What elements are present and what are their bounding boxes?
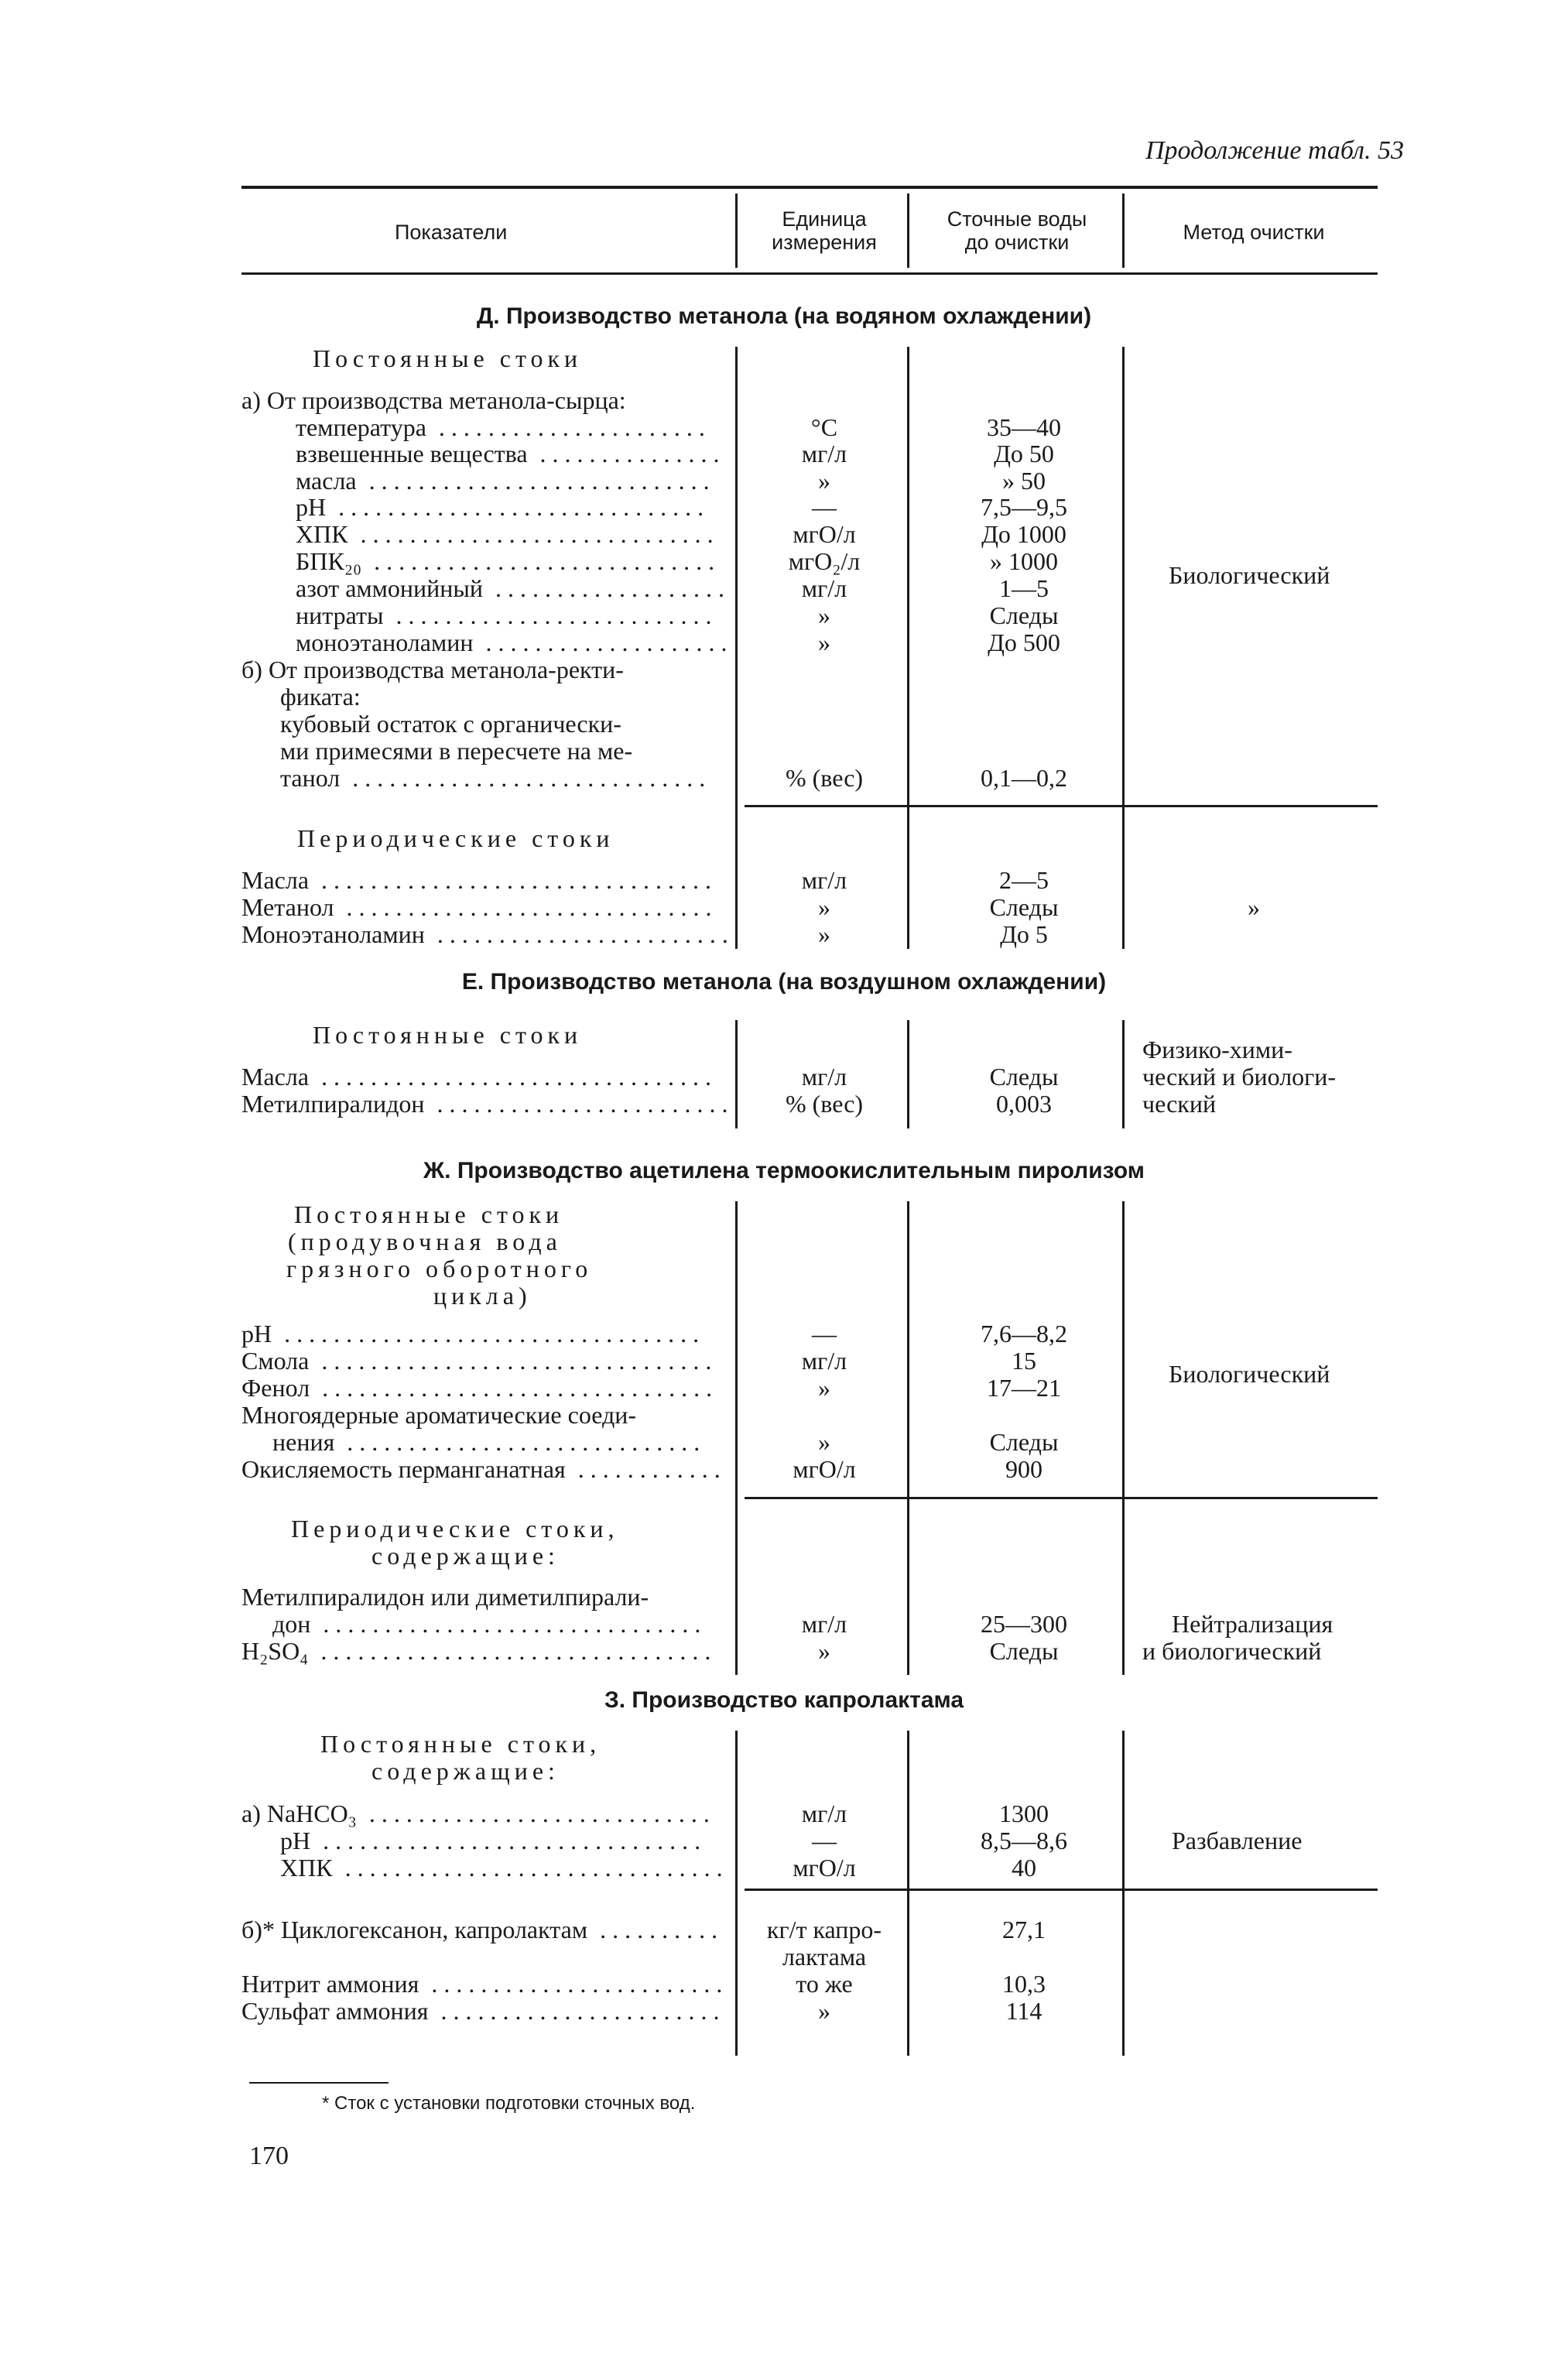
- value-cell: Следы: [989, 601, 1059, 629]
- col-divider: [1122, 1201, 1125, 1675]
- method-cell: Физико-хими-: [1142, 1036, 1292, 1063]
- continuation-caption: Продолжение табл. 53: [1145, 136, 1404, 165]
- unit-cell: мг/л: [801, 1347, 847, 1375]
- row-label: б)* Циклогексанон, капролактам ..........: [241, 1916, 724, 1943]
- leader-dots: ..........................: [383, 601, 718, 629]
- col-header-method: Метод очистки: [1183, 221, 1325, 244]
- group-rule: [745, 1889, 1378, 1891]
- leader-dots: ............................: [356, 1800, 716, 1827]
- unit-cell: % (вес): [785, 1090, 864, 1118]
- unit-cell: мг/л: [801, 1800, 847, 1827]
- subheading: Постоянные стоки,: [320, 1730, 601, 1758]
- col-header-before: Сточные воды до очистки: [947, 207, 1087, 254]
- method-cell: Биологический: [1169, 1360, 1330, 1388]
- table-header-rule: [241, 272, 1378, 275]
- unit-cell: мг/л: [801, 1063, 847, 1091]
- value-cell: 8,5—8,6: [981, 1827, 1067, 1854]
- section-title-e: Е. Производство метанола (на воздушном охлаждении): [461, 969, 1107, 995]
- value-cell: 114: [1005, 1997, 1042, 2025]
- value-cell: Следы: [989, 1428, 1059, 1456]
- value-cell: » 1000: [990, 547, 1058, 575]
- unit-cell: »: [818, 1997, 830, 2025]
- value-cell: 10,3: [1002, 1970, 1046, 1998]
- unit-cell: мгО₂/л: [788, 547, 861, 575]
- row-label: ХПК ...............................: [280, 1854, 729, 1882]
- row-label: азот аммонийный ...................: [296, 574, 731, 602]
- method-cell: Разбавление: [1172, 1827, 1303, 1854]
- row-label: масла ............................: [296, 467, 716, 495]
- row-label: Смола ................................: [241, 1347, 718, 1375]
- unit-cell: —: [812, 1320, 837, 1348]
- row-label: ХПК .............................: [296, 520, 720, 548]
- subheading: цикла): [433, 1282, 532, 1310]
- unit-cell: »: [818, 893, 830, 921]
- unit-cell: мг/л: [801, 1610, 847, 1638]
- value-cell: До 1000: [981, 520, 1066, 548]
- col-divider: [1122, 193, 1125, 268]
- unit-cell: % (вес): [785, 764, 864, 792]
- value-cell: 2—5: [999, 866, 1049, 894]
- col-divider: [735, 193, 738, 268]
- leader-dots: .............................: [334, 1428, 707, 1456]
- subheading: Постоянные стоки: [313, 1021, 583, 1049]
- method-cell: и биологический: [1142, 1637, 1322, 1665]
- leader-dots: .............................: [347, 520, 720, 548]
- group-label: фиката:: [280, 683, 361, 711]
- method-cell: ческий: [1142, 1090, 1217, 1118]
- row-label: Метилпиралидон ........................: [241, 1090, 734, 1118]
- row-label: нитраты ..........................: [296, 601, 718, 629]
- leader-dots: ................................: [309, 1347, 718, 1375]
- unit-cell: »: [818, 920, 830, 948]
- unit-cell: то же: [796, 1970, 853, 1998]
- subheading: содержащие:: [371, 1542, 560, 1570]
- unit-cell: лактама: [782, 1943, 867, 1971]
- value-cell: 35—40: [987, 413, 1061, 441]
- value-cell: 15: [1012, 1347, 1036, 1375]
- leader-dots: ................................: [308, 1637, 717, 1665]
- unit-cell: »: [818, 1374, 830, 1402]
- value-cell: До 50: [994, 440, 1054, 467]
- footnote-rule: [249, 2082, 389, 2084]
- group-rule: [745, 1497, 1378, 1499]
- section-title-z: З. Производство капролактама: [604, 1687, 964, 1713]
- leader-dots: ............................: [361, 547, 721, 575]
- col-divider: [1122, 1020, 1125, 1128]
- group-rule: [745, 805, 1378, 807]
- value-cell: Следы: [989, 893, 1059, 921]
- method-cell: »: [1248, 893, 1260, 921]
- leader-dots: ..................................: [272, 1320, 706, 1348]
- unit-cell: »: [818, 1637, 830, 1665]
- row-label: Метанол ..............................: [241, 893, 718, 921]
- leader-dots: ..............................: [326, 493, 710, 521]
- value-cell: 0,1—0,2: [981, 764, 1067, 792]
- col-divider: [1122, 347, 1125, 949]
- unit-cell: —: [812, 1827, 837, 1854]
- leader-dots: ..........: [587, 1916, 724, 1943]
- value-cell: До 500: [988, 628, 1060, 656]
- value-cell: 900: [1005, 1455, 1042, 1483]
- value-cell: 40: [1012, 1854, 1036, 1882]
- row-label: Нитрит аммония ........................: [241, 1970, 729, 1998]
- row-label: Моноэтаноламин ........................: [241, 920, 734, 948]
- unit-cell: »: [818, 601, 830, 629]
- group-label: кубовый остаток с органически-: [280, 710, 621, 738]
- leader-dots: ................................: [309, 1063, 718, 1091]
- leader-dots: ...............................: [310, 1610, 707, 1638]
- subheading: Периодические стоки: [297, 824, 615, 852]
- section-title-d: Д. Производство метанола (на водяном охлаждении): [476, 303, 1092, 329]
- value-cell: Следы: [989, 1063, 1059, 1091]
- leader-dots: ........................: [424, 1090, 734, 1118]
- unit-cell: мгО/л: [793, 520, 856, 548]
- row-label: Фенол ................................: [241, 1374, 719, 1402]
- value-cell: 1300: [999, 1800, 1049, 1827]
- leader-dots: ..............................: [334, 893, 718, 921]
- leader-dots: ...............................: [332, 1854, 729, 1882]
- row-label: pH ...............................: [280, 1827, 707, 1854]
- table-top-rule: [241, 186, 1378, 189]
- unit-cell: »: [818, 1428, 830, 1456]
- group-label: Метилпиралидон или диметилпирали-: [241, 1583, 649, 1611]
- col-divider: [1122, 1731, 1125, 2056]
- row-label: Окисляемость перманганатная ............: [241, 1455, 727, 1483]
- row-label: взвешенные вещества ...............: [296, 440, 726, 467]
- row-label: танол .............................: [280, 764, 712, 792]
- unit-cell: мгО/л: [793, 1455, 856, 1483]
- subheading: содержащие:: [371, 1757, 560, 1785]
- row-label: pH ..................................: [241, 1320, 706, 1348]
- value-cell: 17—21: [987, 1374, 1061, 1402]
- page-number: 170: [249, 2142, 289, 2170]
- leader-dots: ............: [565, 1455, 727, 1483]
- row-label: дон ...............................: [272, 1610, 707, 1638]
- leader-dots: ......................: [426, 413, 711, 441]
- subheading: грязного оборотного: [286, 1255, 593, 1282]
- value-cell: 1—5: [999, 574, 1049, 602]
- col-header-indicator: Показатели: [395, 221, 508, 244]
- leader-dots: .......................: [428, 1997, 726, 2025]
- group-label: б) От производства метанола-ректи-: [241, 656, 624, 683]
- method-cell: Нейтрализация: [1172, 1610, 1333, 1638]
- subheading: Постоянные стоки: [294, 1200, 564, 1228]
- row-label: нения .............................: [272, 1428, 707, 1456]
- value-cell: » 50: [1002, 467, 1046, 495]
- value-cell: 0,003: [996, 1090, 1052, 1118]
- leader-dots: ................................: [309, 866, 718, 894]
- unit-cell: кг/т капро-: [766, 1916, 882, 1943]
- leader-dots: ...............: [527, 440, 726, 467]
- row-label: Масла ................................: [241, 866, 718, 894]
- leader-dots: ...................: [483, 574, 731, 602]
- unit-cell: мгО/л: [793, 1854, 856, 1882]
- col-divider: [907, 193, 909, 268]
- row-label: температура ......................: [296, 413, 711, 441]
- leader-dots: .............................: [340, 764, 712, 792]
- value-cell: 7,6—8,2: [981, 1320, 1067, 1348]
- leader-dots: ............................: [356, 467, 716, 495]
- row-label: а) NaHCO₃ ............................: [241, 1800, 716, 1827]
- leader-dots: ........................: [424, 920, 734, 948]
- unit-cell: мг/л: [801, 440, 847, 467]
- leader-dots: ...............................: [310, 1827, 707, 1854]
- leader-dots: ................................: [310, 1374, 719, 1402]
- value-cell: Следы: [989, 1637, 1059, 1665]
- row-label: Сульфат аммония .......................: [241, 1997, 726, 2025]
- unit-cell: °С: [810, 413, 838, 441]
- row-label: pH ..............................: [296, 493, 710, 521]
- footnote: * Сток с установки подготовки сточных вод.: [322, 2093, 696, 2114]
- leader-dots: ........................: [419, 1970, 729, 1998]
- group-label: ми примесями в пересчете на ме-: [280, 737, 633, 765]
- method-cell: ческий и биологи-: [1142, 1063, 1337, 1091]
- group-label: а) От производства метанола-сырца:: [241, 386, 626, 414]
- unit-cell: мг/л: [801, 574, 847, 602]
- value-cell: До 5: [1000, 920, 1048, 948]
- unit-cell: —: [812, 493, 837, 521]
- unit-cell: мг/л: [801, 866, 847, 894]
- unit-cell: »: [818, 628, 830, 656]
- method-cell: Биологический: [1169, 561, 1330, 589]
- col-header-unit: Единица измерения: [772, 207, 877, 254]
- row-label: моноэтаноламин ....................: [296, 628, 734, 656]
- value-cell: 25—300: [981, 1610, 1067, 1638]
- subheading: (продувочная вода: [288, 1228, 562, 1255]
- unit-cell: »: [818, 467, 830, 495]
- row-label: Масла ................................: [241, 1063, 718, 1091]
- subheading: Постоянные стоки: [313, 344, 583, 372]
- group-label: Многоядерные ароматические соеди-: [241, 1401, 637, 1429]
- row-label: H₂SO₄ ................................: [241, 1637, 717, 1665]
- leader-dots: ....................: [473, 628, 734, 656]
- value-cell: 7,5—9,5: [981, 493, 1067, 521]
- subheading: Периодические стоки,: [291, 1515, 619, 1543]
- value-cell: 27,1: [1002, 1916, 1046, 1943]
- section-title-zh: Ж. Производство ацетилена термоокислительным пиролизом: [423, 1158, 1145, 1183]
- row-label: БПК₂₀ ............................: [296, 547, 721, 575]
